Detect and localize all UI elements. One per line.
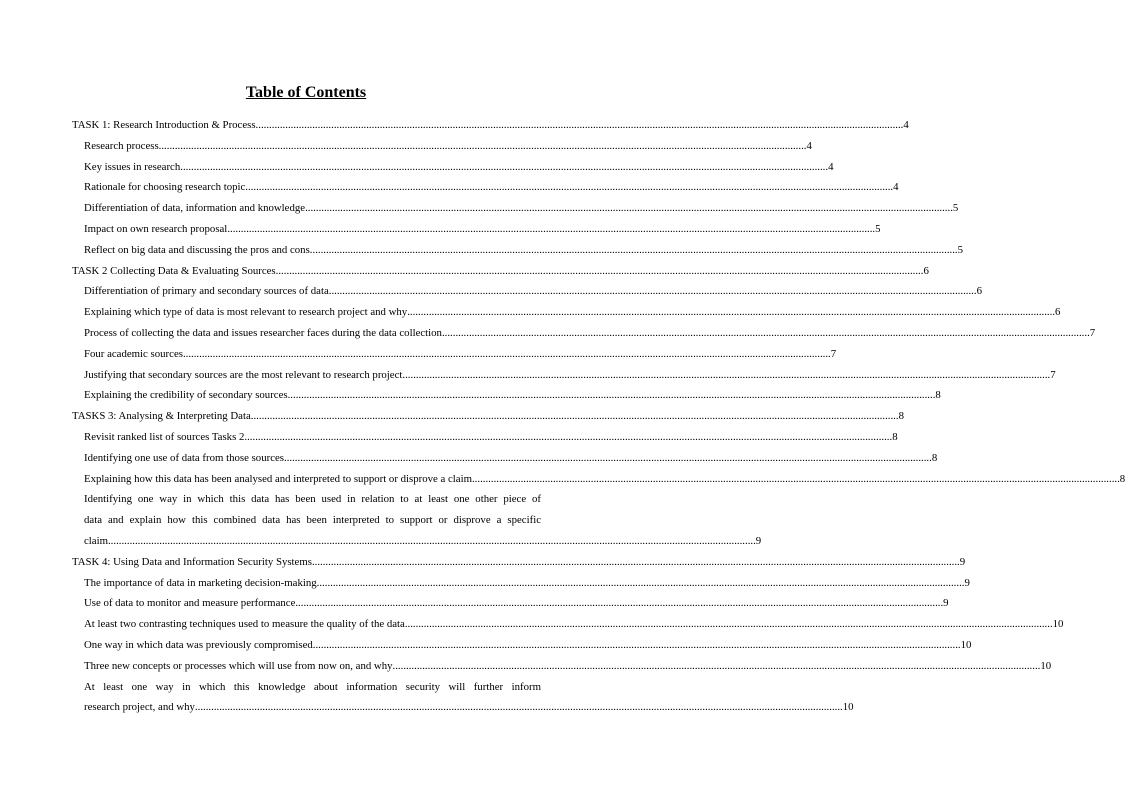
toc-entry-label: Differentiation of primary and secondary sources of data (84, 285, 329, 298)
dot-leader (310, 240, 958, 261)
toc-entry-page: 7 (1089, 326, 1096, 339)
toc-entry-label: Research process (84, 139, 159, 152)
toc-entry-page: 5 (952, 202, 959, 215)
toc-entry-label-line: At least one way in which this knowledge about information security will further inform (84, 680, 541, 693)
toc-entry-rationale[interactable] (72, 177, 899, 198)
toc-entry-page: 7 (830, 347, 837, 360)
dot-leader (256, 115, 904, 136)
toc-entry-page: 10 (1052, 618, 1064, 631)
toc-entry-label: Impact on own research proposal (84, 222, 228, 235)
toc-entry-credibility[interactable] (72, 385, 941, 406)
dot-leader (276, 261, 924, 282)
toc-entry-label: TASK 1: Research Introduction & Process (72, 119, 256, 131)
toc-entry-label: Process of collecting the data and issues researcher faces during the data collection (84, 326, 442, 339)
toc-entry-page: 6 (976, 285, 982, 298)
toc-entry-page: 9 (964, 576, 970, 589)
toc-entry-page: 9 (943, 597, 949, 610)
toc-entry-page: 8 (898, 410, 904, 423)
dot-leader (159, 136, 807, 157)
toc-entry-label: TASK 2 Collecting Data & Evaluating Sources (72, 264, 276, 277)
toc-entry-page: 9 (959, 555, 966, 568)
toc-entry-one-use[interactable] (72, 448, 938, 469)
toc-entry-big-data[interactable] (72, 240, 964, 261)
toc-entry-differentiation-data[interactable] (72, 198, 959, 219)
dot-leader (295, 593, 943, 614)
toc-entry-label: Use of data to monitor and measure performance (84, 597, 296, 610)
dot-leader (405, 614, 1053, 635)
toc-entry-quality[interactable] (72, 614, 1064, 635)
toc-entry-page: 5 (875, 222, 881, 235)
toc-entry-label: Identifying one use of data from those sources (84, 451, 284, 464)
toc-entry-label-line: data and explain how this combined data has been interpreted to support or disprove a specific (84, 514, 541, 527)
toc-entry-page: 4 (903, 119, 909, 131)
dot-leader (245, 177, 893, 198)
dot-leader (312, 552, 960, 573)
toc-entry-page: 6 (1055, 306, 1061, 319)
toc-entry-label: Differentiation of data, information and knowledge (84, 202, 306, 215)
dot-leader (305, 198, 953, 219)
toc-entry-label: Justifying that secondary sources are the most relevant to research project (84, 368, 403, 381)
toc-entry-revisit[interactable] (72, 427, 898, 448)
toc-entry-academic-sources[interactable] (72, 344, 837, 365)
toc-entry-page: 9 (755, 534, 762, 547)
toc-entry-label-line: claim (84, 534, 108, 547)
toc-entry-label: Four academic sources (84, 347, 183, 360)
toc-entry-impact[interactable] (72, 219, 881, 240)
toc-entry-page: 7 (1050, 368, 1056, 381)
toc-entry-compromised[interactable] (72, 635, 972, 656)
toc-entry-task4[interactable] (72, 552, 966, 573)
toc-entry-page: 8 (935, 389, 941, 402)
toc-entry-combined-data[interactable] (72, 489, 762, 551)
toc-entry-justifying[interactable] (72, 365, 1056, 386)
table-of-contents (72, 115, 1125, 718)
toc-entry-security-knowledge[interactable] (72, 677, 854, 719)
toc-entry-marketing[interactable] (72, 573, 970, 594)
toc-entry-page: 10 (960, 638, 972, 651)
toc-entry-label: The importance of data in marketing decision-making (84, 576, 317, 589)
toc-entry-new-concepts[interactable] (72, 656, 1052, 677)
toc-entry-label-line: research project, and why (84, 701, 195, 714)
toc-entry-page: 4 (806, 139, 812, 152)
page-title: Table of Contents (245, 84, 367, 101)
toc-entry-page: 8 (892, 430, 898, 443)
toc-entry-label: Explaining which type of data is most relevant to research project and why (84, 306, 408, 319)
toc-entry-most-relevant[interactable] (72, 302, 1061, 323)
dot-leader (407, 302, 1055, 323)
toc-entry-page: 4 (893, 181, 899, 194)
toc-entry-primary-secondary[interactable] (72, 281, 982, 302)
toc-entry-label: TASKS 3: Analysing & Interpreting Data (72, 410, 251, 423)
toc-entry-task1[interactable] (72, 115, 909, 136)
toc-entry-task2[interactable] (72, 261, 929, 282)
toc-entry-label: Reflect on big data and discussing the pros and cons (84, 243, 310, 256)
dot-leader (317, 573, 965, 594)
dot-leader (472, 469, 1120, 490)
toc-entry-label: TASK 4: Using Data and Information Security Systems (72, 555, 312, 568)
toc-entry-label: Key issues in research (84, 160, 181, 173)
dot-leader (402, 365, 1050, 386)
dot-leader (244, 427, 892, 448)
dot-leader (227, 219, 875, 240)
toc-entry-label: Explaining how this data has been analysed and interpreted to support or disprove a claim (84, 472, 472, 485)
dot-leader (195, 697, 843, 718)
toc-entry-label: Rationale for choosing research topic (84, 181, 246, 194)
toc-entry-page: 10 (842, 701, 854, 714)
toc-entry-page: 8 (931, 451, 938, 464)
dot-leader (393, 656, 1041, 677)
toc-entry-page: 5 (957, 243, 964, 256)
dot-leader (284, 448, 932, 469)
toc-entry-page: 6 (923, 264, 929, 277)
toc-entry-page: 8 (1119, 472, 1125, 485)
dot-leader (108, 531, 756, 552)
toc-entry-page: 4 (828, 160, 834, 173)
toc-entry-monitor[interactable] (72, 593, 949, 614)
toc-entry-label: Explaining the credibility of secondary sources (84, 389, 288, 402)
toc-entry-label: Three new concepts or processes which will use from now on, and why (84, 659, 393, 672)
dot-leader (329, 281, 977, 302)
toc-entry-key-issues[interactable] (72, 157, 834, 178)
toc-entry-task3[interactable] (72, 406, 904, 427)
toc-entry-page: 10 (1040, 659, 1052, 672)
dot-leader (442, 323, 1090, 344)
toc-entry-label: One way in which data was previously compromised (84, 638, 313, 651)
toc-entry-label: Revisit ranked list of sources Tasks 2 (84, 430, 245, 443)
toc-entry-label: At least two contrasting techniques used to measure the quality of the data (84, 618, 405, 631)
toc-entry-analysed[interactable] (72, 469, 1125, 490)
dot-leader (183, 344, 831, 365)
toc-entry-label-line: Identifying one way in which this data has been used in relation to at least one other piece of (84, 493, 541, 506)
toc-entry-research-process[interactable] (72, 136, 812, 157)
dot-leader (288, 385, 936, 406)
dot-leader (180, 157, 828, 178)
dot-leader (313, 635, 961, 656)
toc-entry-collecting-process[interactable] (72, 323, 1096, 344)
dot-leader (251, 406, 899, 427)
